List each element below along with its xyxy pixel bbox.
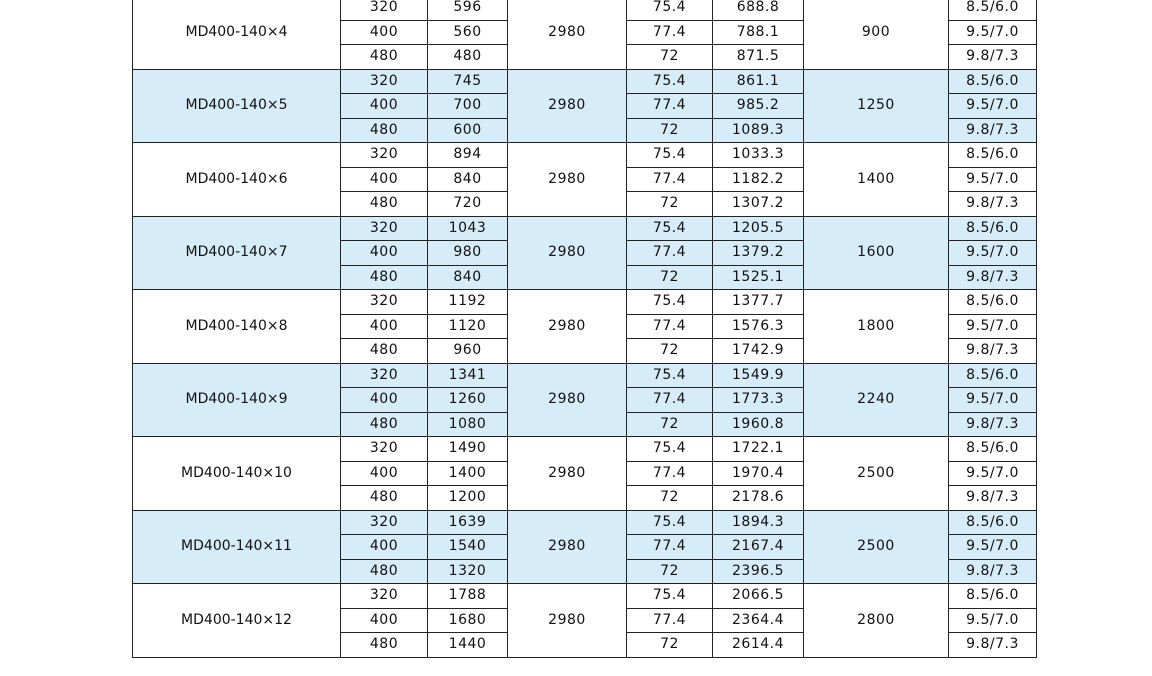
npsh-cell: 9.8/7.3 — [949, 559, 1037, 584]
speed-cell: 2980 — [508, 290, 627, 364]
head-cell: 720 — [428, 192, 508, 217]
shaft-power-cell: 1033.3 — [713, 143, 804, 168]
head-cell: 1080 — [428, 412, 508, 437]
speed-cell: 2980 — [508, 0, 627, 69]
efficiency-cell: 72 — [627, 192, 713, 217]
shaft-power-cell: 1549.9 — [713, 363, 804, 388]
shaft-power-cell: 1722.1 — [713, 437, 804, 462]
head-cell: 1490 — [428, 437, 508, 462]
model-cell: MD400-140×5 — [133, 69, 341, 143]
speed-cell: 2980 — [508, 363, 627, 437]
flow-cell: 400 — [341, 94, 428, 119]
shaft-power-cell: 1307.2 — [713, 192, 804, 217]
shaft-power-cell: 788.1 — [713, 20, 804, 45]
table-row — [133, 69, 1037, 94]
speed-cell: 2980 — [508, 216, 627, 290]
head-cell: 1043 — [428, 216, 508, 241]
head-cell: 980 — [428, 241, 508, 266]
efficiency-cell: 75.4 — [627, 363, 713, 388]
shaft-power-cell: 688.8 — [713, 0, 804, 20]
shaft-power-cell: 1576.3 — [713, 314, 804, 339]
shaft-power-cell: 1205.5 — [713, 216, 804, 241]
efficiency-cell: 77.4 — [627, 94, 713, 119]
npsh-cell: 9.8/7.3 — [949, 45, 1037, 70]
shaft-power-cell: 871.5 — [713, 45, 804, 70]
npsh-cell: 9.5/7.0 — [949, 94, 1037, 119]
flow-cell: 320 — [341, 216, 428, 241]
head-cell: 600 — [428, 118, 508, 143]
npsh-cell: 9.5/7.0 — [949, 608, 1037, 633]
flow-cell: 480 — [341, 633, 428, 658]
npsh-cell: 9.5/7.0 — [949, 388, 1037, 413]
npsh-cell: 9.5/7.0 — [949, 535, 1037, 560]
head-cell: 560 — [428, 20, 508, 45]
model-cell: MD400-140×8 — [133, 290, 341, 364]
npsh-cell: 8.5/6.0 — [949, 0, 1037, 20]
flow-cell: 320 — [341, 0, 428, 20]
npsh-cell: 9.8/7.3 — [949, 192, 1037, 217]
flow-cell: 400 — [341, 20, 428, 45]
npsh-cell: 9.8/7.3 — [949, 265, 1037, 290]
table-row — [133, 290, 1037, 315]
efficiency-cell: 75.4 — [627, 510, 713, 535]
flow-cell: 480 — [341, 412, 428, 437]
npsh-cell: 9.8/7.3 — [949, 412, 1037, 437]
shaft-power-cell: 985.2 — [713, 94, 804, 119]
head-cell: 1120 — [428, 314, 508, 339]
table-row — [133, 216, 1037, 241]
speed-cell: 2980 — [508, 437, 627, 511]
efficiency-cell: 77.4 — [627, 167, 713, 192]
shaft-power-cell: 1742.9 — [713, 339, 804, 364]
flow-cell: 480 — [341, 192, 428, 217]
shaft-power-cell: 2066.5 — [713, 584, 804, 609]
speed-cell: 2980 — [508, 510, 627, 584]
head-cell: 1192 — [428, 290, 508, 315]
head-cell: 1400 — [428, 461, 508, 486]
npsh-cell: 9.8/7.3 — [949, 339, 1037, 364]
speed-cell: 2980 — [508, 69, 627, 143]
flow-cell: 480 — [341, 265, 428, 290]
model-cell: MD400-140×10 — [133, 437, 341, 511]
shaft-power-cell: 2614.4 — [713, 633, 804, 658]
npsh-cell: 8.5/6.0 — [949, 510, 1037, 535]
table-row — [133, 437, 1037, 462]
efficiency-cell: 77.4 — [627, 608, 713, 633]
npsh-cell: 8.5/6.0 — [949, 69, 1037, 94]
model-cell: MD400-140×6 — [133, 143, 341, 217]
model-cell: MD400-140×12 — [133, 584, 341, 658]
efficiency-cell: 72 — [627, 339, 713, 364]
motor-power-cell: 2500 — [804, 510, 949, 584]
motor-power-cell: 1600 — [804, 216, 949, 290]
motor-power-cell: 2500 — [804, 437, 949, 511]
npsh-cell: 9.5/7.0 — [949, 20, 1037, 45]
head-cell: 596 — [428, 0, 508, 20]
efficiency-cell: 75.4 — [627, 216, 713, 241]
head-cell: 1200 — [428, 486, 508, 511]
speed-cell: 2980 — [508, 584, 627, 658]
npsh-cell: 8.5/6.0 — [949, 437, 1037, 462]
npsh-cell: 9.5/7.0 — [949, 241, 1037, 266]
efficiency-cell: 72 — [627, 45, 713, 70]
head-cell: 1440 — [428, 633, 508, 658]
head-cell: 840 — [428, 265, 508, 290]
efficiency-cell: 75.4 — [627, 437, 713, 462]
shaft-power-cell: 1894.3 — [713, 510, 804, 535]
npsh-cell: 9.8/7.3 — [949, 633, 1037, 658]
shaft-power-cell: 1377.7 — [713, 290, 804, 315]
flow-cell: 400 — [341, 241, 428, 266]
flow-cell: 400 — [341, 167, 428, 192]
head-cell: 700 — [428, 94, 508, 119]
model-cell: MD400-140×11 — [133, 510, 341, 584]
motor-power-cell: 1400 — [804, 143, 949, 217]
table-row — [133, 143, 1037, 168]
head-cell: 1341 — [428, 363, 508, 388]
efficiency-cell: 75.4 — [627, 290, 713, 315]
efficiency-cell: 75.4 — [627, 69, 713, 94]
flow-cell: 480 — [341, 559, 428, 584]
flow-cell: 480 — [341, 339, 428, 364]
head-cell: 1320 — [428, 559, 508, 584]
npsh-cell: 9.5/7.0 — [949, 461, 1037, 486]
flow-cell: 480 — [341, 45, 428, 70]
head-cell: 894 — [428, 143, 508, 168]
head-cell: 1680 — [428, 608, 508, 633]
npsh-cell: 9.8/7.3 — [949, 118, 1037, 143]
pump-spec-table — [132, 0, 1037, 658]
efficiency-cell: 72 — [627, 559, 713, 584]
motor-power-cell: 900 — [804, 0, 949, 69]
shaft-power-cell: 1525.1 — [713, 265, 804, 290]
motor-power-cell: 1250 — [804, 69, 949, 143]
model-cell: MD400-140×4 — [133, 0, 341, 69]
table-row — [133, 510, 1037, 535]
flow-cell: 480 — [341, 118, 428, 143]
head-cell: 840 — [428, 167, 508, 192]
motor-power-cell: 1800 — [804, 290, 949, 364]
flow-cell: 320 — [341, 584, 428, 609]
efficiency-cell: 72 — [627, 633, 713, 658]
shaft-power-cell: 2167.4 — [713, 535, 804, 560]
npsh-cell: 9.8/7.3 — [949, 486, 1037, 511]
shaft-power-cell: 1379.2 — [713, 241, 804, 266]
head-cell: 480 — [428, 45, 508, 70]
flow-cell: 400 — [341, 608, 428, 633]
shaft-power-cell: 1970.4 — [713, 461, 804, 486]
efficiency-cell: 77.4 — [627, 314, 713, 339]
table-row — [133, 363, 1037, 388]
shaft-power-cell: 1182.2 — [713, 167, 804, 192]
flow-cell: 320 — [341, 69, 428, 94]
flow-cell: 320 — [341, 143, 428, 168]
head-cell: 960 — [428, 339, 508, 364]
npsh-cell: 9.5/7.0 — [949, 314, 1037, 339]
flow-cell: 320 — [341, 363, 428, 388]
npsh-cell: 8.5/6.0 — [949, 143, 1037, 168]
shaft-power-cell: 2364.4 — [713, 608, 804, 633]
npsh-cell: 8.5/6.0 — [949, 363, 1037, 388]
head-cell: 1639 — [428, 510, 508, 535]
efficiency-cell: 77.4 — [627, 20, 713, 45]
head-cell: 1260 — [428, 388, 508, 413]
head-cell: 1788 — [428, 584, 508, 609]
model-cell: MD400-140×7 — [133, 216, 341, 290]
flow-cell: 320 — [341, 510, 428, 535]
table-row — [133, 584, 1037, 609]
shaft-power-cell: 2178.6 — [713, 486, 804, 511]
table-row — [133, 0, 1037, 20]
efficiency-cell: 72 — [627, 118, 713, 143]
shaft-power-cell: 1089.3 — [713, 118, 804, 143]
efficiency-cell: 72 — [627, 486, 713, 511]
efficiency-cell: 72 — [627, 265, 713, 290]
efficiency-cell: 77.4 — [627, 241, 713, 266]
efficiency-cell: 75.4 — [627, 0, 713, 20]
efficiency-cell: 75.4 — [627, 584, 713, 609]
npsh-cell: 9.5/7.0 — [949, 167, 1037, 192]
head-cell: 745 — [428, 69, 508, 94]
head-cell: 1540 — [428, 535, 508, 560]
shaft-power-cell: 861.1 — [713, 69, 804, 94]
speed-cell: 2980 — [508, 143, 627, 217]
npsh-cell: 8.5/6.0 — [949, 584, 1037, 609]
motor-power-cell: 2800 — [804, 584, 949, 658]
flow-cell: 400 — [341, 314, 428, 339]
model-cell: MD400-140×9 — [133, 363, 341, 437]
shaft-power-cell: 1773.3 — [713, 388, 804, 413]
flow-cell: 320 — [341, 437, 428, 462]
flow-cell: 320 — [341, 290, 428, 315]
efficiency-cell: 72 — [627, 412, 713, 437]
efficiency-cell: 77.4 — [627, 535, 713, 560]
efficiency-cell: 77.4 — [627, 388, 713, 413]
flow-cell: 400 — [341, 535, 428, 560]
flow-cell: 400 — [341, 461, 428, 486]
motor-power-cell: 2240 — [804, 363, 949, 437]
shaft-power-cell: 1960.8 — [713, 412, 804, 437]
flow-cell: 400 — [341, 388, 428, 413]
efficiency-cell: 75.4 — [627, 143, 713, 168]
npsh-cell: 8.5/6.0 — [949, 290, 1037, 315]
flow-cell: 480 — [341, 486, 428, 511]
npsh-cell: 8.5/6.0 — [949, 216, 1037, 241]
shaft-power-cell: 2396.5 — [713, 559, 804, 584]
efficiency-cell: 77.4 — [627, 461, 713, 486]
